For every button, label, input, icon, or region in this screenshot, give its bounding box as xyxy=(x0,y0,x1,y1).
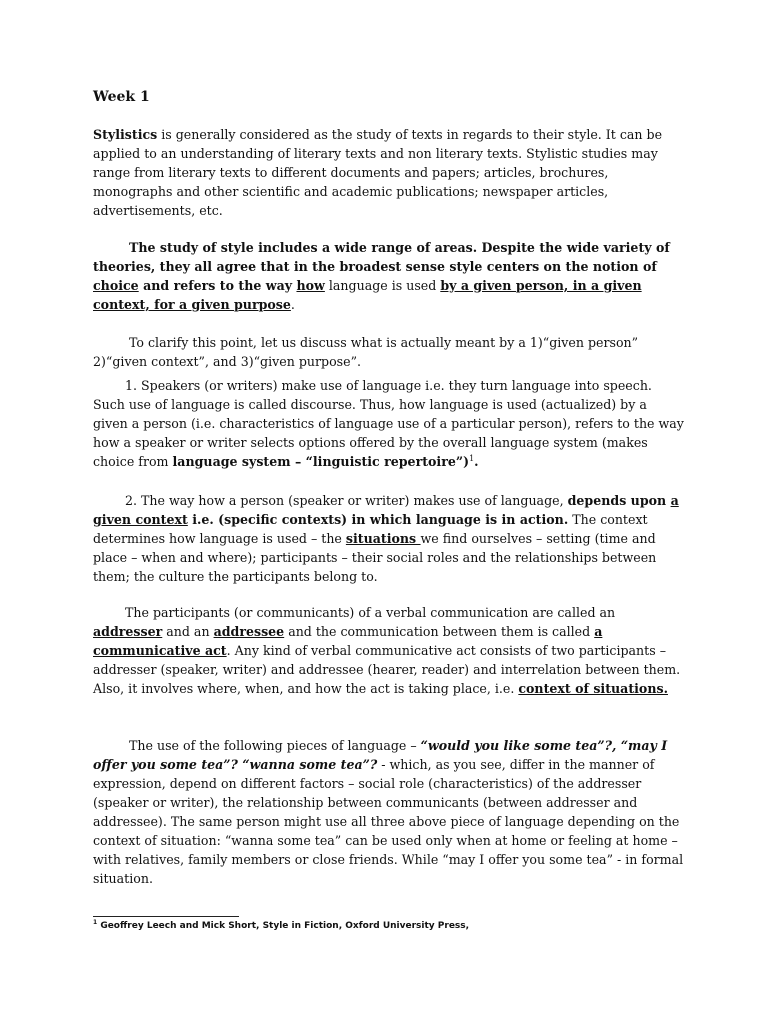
footnote-ref[interactable]: 1 xyxy=(469,453,475,463)
p2-text-c: language is used xyxy=(324,278,441,293)
paragraph-style-areas xyxy=(93,238,685,314)
paragraph-point-2-context xyxy=(93,491,685,586)
p1-text: is generally considered as the study of texts in regards to their style. It can be applied to an understanding of literary texts and non literary texts. Stylistic studies may range from literary texts to different documents and papers; articles, brochures, monographs and other scientific and academic publications; newspaper articles, advertisements, etc. xyxy=(93,127,663,218)
p6-text-c: and the communication between them is called xyxy=(284,624,595,639)
paragraph-tea-examples xyxy=(93,736,685,888)
term-given-person-context-purpose: by a given person, in a given context, for a given purpose xyxy=(93,278,642,312)
term-addresser: addresser xyxy=(93,624,163,639)
p7-text-a: The use of the following pieces of language – xyxy=(129,738,421,753)
tea-quotes: “would you like some tea”?, “may I offer you some tea”? “wanna some tea”? xyxy=(93,738,668,772)
term-addressee: addressee xyxy=(213,624,285,639)
p4-end: . xyxy=(474,454,479,469)
term-how: how xyxy=(296,278,325,293)
p4-text: 1. Speakers (or writers) make use of language i.e. they turn language into speech. Such use of language is called discourse. Thus, how language is used (actualized) by a given a person (i.e. characteristics of language use of a particular person), refers to the way how a speaker or writer selects options offered by the overall language system (makes choice from xyxy=(93,378,684,469)
paragraph-point-1-speakers xyxy=(93,376,685,471)
p2-text-b: and refers to the way xyxy=(138,278,297,293)
p7-text-b: - which, as you see, differ in the manner of expression, depend on different factors – social role (characteristics) of the addresser (speaker or writer), the relationship between communicants (between addresser and addressee). The same person might use all three above piece of language depending on the context of situation: “wanna some tea” can be used only when at home or feeling at home – with relatives, family members or close friends. While “may I offer you some tea” - in formal situation. xyxy=(93,757,684,886)
p2-end: . xyxy=(290,297,295,312)
term-context-of-situations: context of situations. xyxy=(518,681,668,696)
p5-text-d: we find ourselves – setting (time and place – when and where); participants – their social roles and the relationships between them; the culture the participants belong to. xyxy=(93,531,657,584)
term-stylistics: Stylistics xyxy=(93,127,158,142)
p6-text-d: . Any kind of verbal communicative act consists of two participants – addresser (speaker, writer) and addressee (hearer, reader) and interrelation between them. Also, it involves where, when, and how the act is taking place, i.e. xyxy=(93,643,681,696)
term-situations: situations xyxy=(345,531,421,546)
paragraph-clarify: To clarify this point, let us discuss what is actually meant by a 1)“given person” 2)“given context”, and 3)“given purpose”. xyxy=(93,335,639,369)
footnote-divider xyxy=(93,916,239,917)
paragraph-participants xyxy=(93,603,685,698)
p5-text-c: The context determines how language is used – the xyxy=(93,512,648,546)
p6-text-a: The participants (or communicants) of a verbal communication are called an xyxy=(125,605,616,620)
footnote-text: Geoffrey Leech and Mick Short, Style in Fiction, Oxford University Press, xyxy=(97,921,470,931)
p2-text-a: The study of style includes a wide range of areas. Despite the wide variety of theories, they all agree that in the broadest sense style centers on the notion of xyxy=(93,240,670,274)
footnote-number: 1 xyxy=(93,919,98,926)
term-depends-upon: depends upon xyxy=(567,493,671,508)
paragraph-stylistics-definition xyxy=(93,125,685,220)
week-title: Week 1 xyxy=(93,89,150,105)
p6-text-b: and an xyxy=(162,624,214,639)
term-communicative-act: a communicative act xyxy=(93,624,603,658)
term-given-context: a given context xyxy=(93,493,679,527)
term-specific-contexts: i.e. (specific contexts) in which language is in action. xyxy=(187,512,569,527)
term-linguistic-repertoire: language system – “linguistic repertoire”) xyxy=(172,454,470,469)
p5-text-a: 2. The way how a person (speaker or writer) makes use of language, xyxy=(125,493,568,508)
footnote xyxy=(93,921,469,931)
term-choice: choice xyxy=(93,278,139,293)
